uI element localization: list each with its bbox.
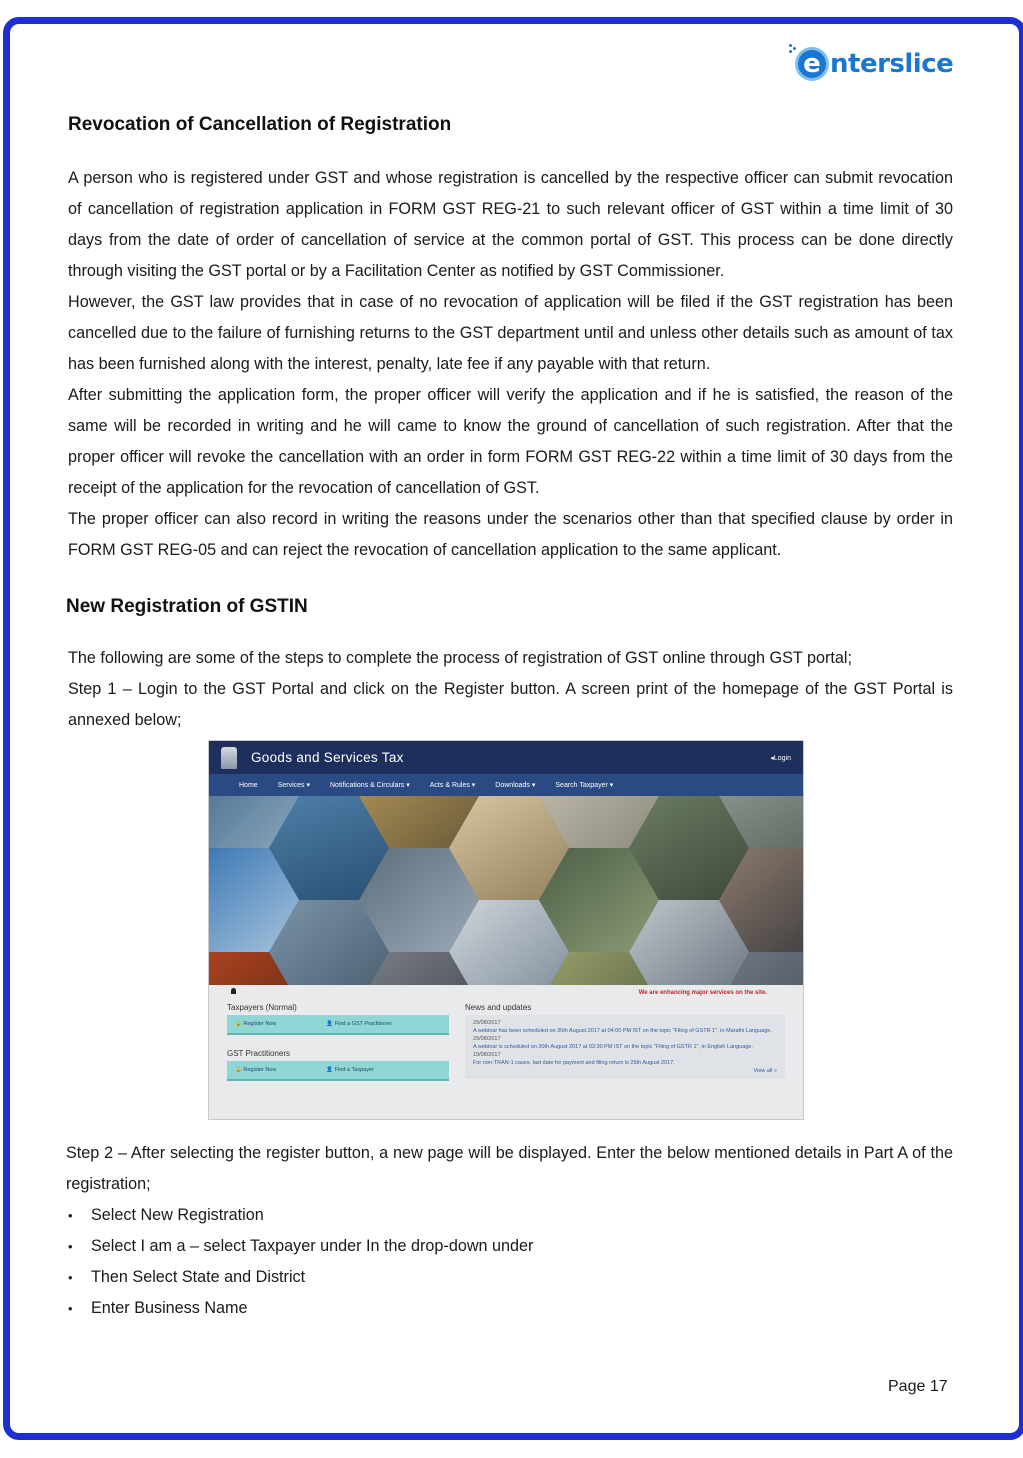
step2-text: Step 2 – After selecting the register button, a new page will be displayed. Enter the below mentioned details in Part A of the registration; (66, 1144, 953, 1193)
news-label: News and updates (465, 1003, 532, 1012)
find-practitioner-button[interactable]: 👤 Find a GST Practitioner (326, 1021, 393, 1027)
paragraph: However, the GST law provides that in case of no revocation of application will be filed if the GST registration has been cancelled due to the failure of furnishing returns to the GST department until and unless other details such as amount of tax has been furnished along with the interest, penalty, late fee if any payable with that return. (68, 293, 953, 373)
list-item: • Select New Registration (68, 1200, 533, 1231)
logo-dots-icon (789, 44, 801, 54)
news-list (465, 1015, 785, 1079)
taxpayer-panel (227, 999, 449, 1081)
nav-home[interactable]: Home (239, 781, 258, 789)
nav-notifications[interactable]: Notifications & Circulars ▾ (330, 782, 410, 789)
list-item: • Select I am a – select Taxpayer under In the drop-down under (68, 1231, 533, 1262)
gst-nav (209, 774, 803, 796)
paragraph: The following are some of the steps to complete the process of registration of GST online through GST portal; (68, 649, 853, 667)
practitioners-label: GST Practitioners (227, 1049, 290, 1058)
page-number: Page 17 (888, 1378, 948, 1395)
list-item: • Enter Business Name (68, 1293, 533, 1324)
view-all-link[interactable]: View all » (753, 1068, 777, 1074)
nav-services[interactable]: Services ▾ (277, 782, 310, 789)
gst-login-link[interactable]: ◂Login (770, 754, 791, 762)
taxpayers-label: Taxpayers (Normal) (227, 1003, 297, 1012)
new-registration-intro (68, 643, 953, 736)
register-now-button[interactable]: 🔒 Register Now (235, 1067, 277, 1073)
find-taxpayer-button[interactable]: 👤 Find a Taxpayer (326, 1067, 374, 1073)
section-heading-revocation: Revocation of Cancellation of Registration (68, 114, 452, 135)
revocation-body (68, 163, 953, 566)
news-date: 19/08/2017 (473, 1052, 501, 1058)
section-heading-new-registration: New Registration of GSTIN (66, 596, 308, 617)
news-panel (465, 999, 785, 1081)
national-emblem-icon (221, 747, 237, 769)
news-date: 29/08/2017 (473, 1020, 501, 1026)
logo-text: nterslice (830, 49, 954, 79)
gst-header (209, 741, 803, 774)
news-item[interactable]: A webinar is scheduled on 30th August 2017 at 02:30 PM IST on the topic "Filing of GSTR 1", in English Language. (473, 1044, 753, 1050)
news-item[interactable]: A webinar has been scheduled on 30th August 2017 at 04:00 PM IST on the topic "Filing of GSTR 1", in Marathi Language. (473, 1028, 772, 1034)
paragraph: Step 1 – Login to the GST Portal and click on the Register button. A screen print of the homepage of the GST Portal is annexed below; (68, 680, 953, 729)
register-now-button[interactable]: 🔒 Register Now (235, 1021, 277, 1027)
paragraph: The proper officer can also record in writing the reasons under the scenarios other than that specified clause by order in FORM GST REG-05 and can reject the revocation of cancellation application to the same applicant. (68, 510, 953, 559)
site-notice: We are enhancing major services on the site. (638, 990, 767, 996)
hero-hexagon-collage (209, 796, 803, 985)
notice-row (209, 985, 803, 999)
paragraph: A person who is registered under GST and whose registration is cancelled by the respective officer can submit revocation of cancellation of registration application in FORM GST REG-21 to such relevant officer of GST within a time limit of 30 days from the date of order of cancellation of service at the common portal of GST. This process can be done directly through visiting the GST portal or by a Facilitation Center as notified by GST Commissioner. (68, 169, 953, 280)
nav-acts-rules[interactable]: Acts & Rules ▾ (429, 782, 476, 789)
gst-portal-screenshot (208, 740, 804, 1120)
gst-title: Goods and Services Tax (251, 750, 404, 765)
logo-e-icon: e (795, 47, 829, 81)
news-item[interactable]: For non-TRAN-1 cases, last date for payment and filing return is 25th August 2017. (473, 1060, 675, 1066)
nav-downloads[interactable]: Downloads ▾ (495, 782, 536, 789)
taxpayer-actions (227, 1015, 449, 1035)
paragraph: After submitting the application form, the proper officer will verify the application and if he is satisfied, the reason of the same will be recorded in writing and he will came to know the ground of cancellation of such registration. After that the proper officer will revoke the cancellation with an order in form FORM GST REG-22 within a time limit of 30 days from the receipt of the application for the revocation of cancellation of GST. (68, 386, 953, 497)
practitioner-actions (227, 1061, 449, 1081)
news-date: 29/08/2017 (473, 1036, 501, 1042)
list-item: • Then Select State and District (68, 1262, 533, 1293)
enterslice-logo (795, 42, 953, 86)
bell-icon (231, 988, 236, 994)
registration-steps-list (68, 1200, 533, 1324)
nav-search-taxpayer[interactable]: Search Taxpayer ▾ (555, 782, 614, 789)
